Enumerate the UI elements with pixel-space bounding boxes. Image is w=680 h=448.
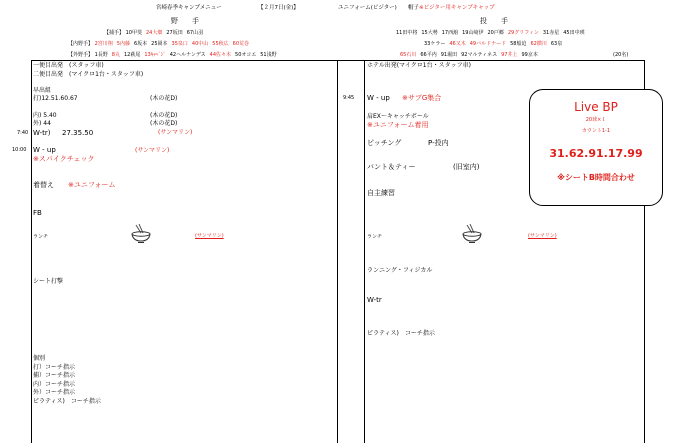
roster-player: 50オコエ	[235, 52, 257, 58]
infielders-list	[95, 41, 253, 47]
roster-player: 27坂田	[166, 30, 183, 36]
roster-player: 35泉口	[171, 41, 188, 47]
outfielders-label: 【外野手】	[68, 52, 94, 58]
fb-label: FB	[33, 209, 42, 217]
live-bp-count: カウント1-1	[581, 128, 611, 134]
roster-player: 46又木	[449, 41, 466, 47]
kinohana-1: (木の花D)	[150, 95, 178, 102]
roster-player: 44佐々木	[209, 52, 232, 58]
early-bat	[33, 96, 78, 102]
roster-player: 31赤星	[542, 30, 560, 36]
depart-first: 一便目出発 (スタッフ車)	[33, 62, 104, 69]
lunch-pitchers: ランチ	[367, 234, 383, 240]
cap-note: ※ビジター用キャンプキャップ	[419, 5, 495, 11]
early-outfield-val: 44	[43, 120, 51, 127]
cap-label	[408, 6, 495, 12]
roster-player: 60荒巻	[232, 41, 250, 47]
spike-check-note: ※スパイクチェック	[33, 155, 95, 163]
coach-pilates: ピラティス) コーチ指示	[33, 398, 101, 405]
roster-player: 20戸郷	[487, 30, 504, 36]
roster-player: 51浅野	[260, 52, 277, 58]
roster-player: 6坂本	[133, 41, 148, 47]
fielders-heading: 野 手	[171, 17, 199, 25]
individual-label: 個別	[33, 355, 46, 362]
table-left-border	[31, 60, 32, 443]
live-bp-pitch-count: 20球×１	[585, 117, 607, 123]
roster-player: 97井上	[501, 52, 518, 58]
lunch-place-pitchers: (サンマリン)	[528, 233, 557, 239]
wup-pitchers: W - up	[367, 94, 390, 102]
pitchers-row-1	[396, 31, 589, 36]
roster-player: 24大畑	[145, 30, 163, 36]
coach-bat: 打）コーチ指示	[33, 364, 76, 371]
roster-player: 40中山	[191, 41, 209, 47]
roster-player: 33ケラー	[424, 41, 446, 47]
coach-catch: 捕）コーチ指示	[33, 372, 76, 379]
document-title: 宮崎春季キャンプメニュー	[156, 5, 222, 11]
roster-player: 10甲斐	[125, 30, 142, 36]
infielders-label: 【内野手】	[68, 41, 94, 47]
roster-player: 15大勢	[421, 30, 438, 36]
roster-player: 11田中将	[396, 30, 418, 36]
document-date: 【２月7日(金)】	[258, 5, 299, 11]
pitchers-row-3	[400, 53, 542, 58]
cap-prefix: 帽子	[408, 5, 420, 11]
live-bp-note: ※シートB時間合わせ	[557, 173, 635, 182]
infielders-row	[68, 42, 253, 47]
coach-outfield: 外）コーチ指示	[33, 389, 76, 396]
pitchers-row-2	[424, 42, 566, 47]
roster-player: 62横川	[530, 41, 547, 47]
roster-player: 2宮川翔	[94, 41, 113, 47]
live-bp-numbers: 31.62.91.17.99	[549, 147, 643, 160]
pilates-pitchers: ピラティス) コーチ指示	[367, 330, 435, 337]
wtr-pitchers: W-tr	[367, 296, 382, 304]
pitchers-heading: 投 手	[480, 17, 508, 25]
roster-player: 19山﨑伊	[462, 30, 484, 36]
roster-player: 8丸	[111, 52, 120, 58]
time-945: 9:45	[343, 95, 355, 101]
table-top-border	[31, 60, 645, 61]
catchers-row	[104, 31, 207, 36]
uniform-wear-note: ※ユニフォーム着用	[367, 121, 429, 129]
roster-player: 13ｷｬﾍﾞｼﾞ	[144, 52, 166, 58]
roster-player: 92マルティネス	[461, 52, 498, 58]
roster-player: 91堀田	[440, 52, 458, 58]
ramen-bowl-icon	[461, 224, 483, 244]
roster-player: 45田中瑛	[563, 30, 585, 36]
sunmarine-1: (サンマリン)	[158, 129, 193, 136]
wtr-nums: 27.35.50	[62, 129, 94, 137]
ramen-bowl-icon	[130, 224, 152, 244]
table-center-divider	[337, 60, 338, 443]
early-infield-val: 5.40	[43, 112, 57, 119]
roster-player: 65石川	[400, 52, 417, 58]
early-group-label: 早出組	[33, 87, 52, 94]
roster-player: 1長野	[94, 52, 108, 58]
roster-player: 49バルドナード	[469, 41, 507, 47]
time-740: 7:40	[17, 130, 29, 136]
catchers-list	[126, 30, 208, 36]
live-bp-title: Live BP	[574, 100, 618, 114]
shoulder-catchball: 肩EX～キャッチボール	[367, 113, 429, 120]
pitchers-column-divider	[364, 60, 365, 443]
early-outfield	[33, 121, 51, 127]
sub-ground-note: ※サブG集合	[402, 94, 442, 102]
sunmarine-2: (サンマリン)	[135, 147, 170, 154]
early-bat-label: 打)	[33, 95, 42, 102]
coach-infield: 内）コーチ指示	[33, 381, 76, 388]
roster-player: 25岡本	[151, 41, 168, 47]
early-outfield-label: 外)	[33, 120, 42, 127]
roster-player: 66平内	[420, 52, 437, 58]
pitching-label: ピッチング	[367, 139, 402, 147]
roster-player: 5内藤	[116, 41, 130, 47]
kinohana-3: (木の花D)	[150, 120, 178, 127]
roster-player: 42ヘルナンデス	[169, 52, 206, 58]
roster-player: 99京本	[521, 52, 538, 58]
catchers-label: 【捕手】	[104, 30, 125, 36]
depart-second: 二便目出発 (マイクロ1台・スタッフ車)	[33, 71, 144, 78]
kinohana-2: (木の花D)	[150, 112, 178, 119]
uniform-label: ユニフォーム(ビジター)	[338, 5, 397, 11]
bunt-place: (旧室内)	[453, 163, 480, 171]
self-practice: 自主練習	[367, 189, 395, 197]
outfielders-row	[68, 53, 281, 58]
p-toss-label: P-投内	[428, 139, 449, 147]
roster-player: 55秋広	[212, 41, 229, 47]
roster-player: 29グリフィン	[507, 30, 539, 36]
outfielders-list	[95, 52, 281, 58]
change-clothes: 着替え	[33, 181, 54, 189]
roster-player: 67山羽	[186, 30, 204, 36]
lunch-place-fielders: (サンマリン)	[195, 233, 224, 239]
pitchers-count: (20名)	[613, 52, 629, 58]
early-infield-label: 内)	[33, 112, 42, 119]
roster-player: 12萩尾	[123, 52, 141, 58]
roster-player: 17西舘	[441, 30, 459, 36]
change-uniform-note: ※ユニフォーム	[68, 181, 116, 189]
live-bp-box	[529, 89, 663, 206]
roster-player: 63泉	[550, 41, 563, 47]
lunch-fielders: ランチ	[33, 234, 49, 240]
roster-player: 58船迫	[510, 41, 527, 47]
wup-fielders: W - up	[33, 146, 56, 154]
wtr-label: W-tr)	[33, 129, 51, 137]
early-bat-nums: 12.51.60.67	[41, 95, 78, 102]
running-physical: ランニング・フィジカル	[367, 267, 433, 274]
early-infield	[33, 113, 57, 119]
time-1000: 10:00	[12, 147, 27, 153]
hotel-depart: ホテル出発(マイクロ1台・スタッフ車)	[367, 62, 471, 69]
bunt-tee-label: バント＆ティー	[367, 163, 416, 171]
sheet-batting: シート打撃	[33, 278, 64, 285]
